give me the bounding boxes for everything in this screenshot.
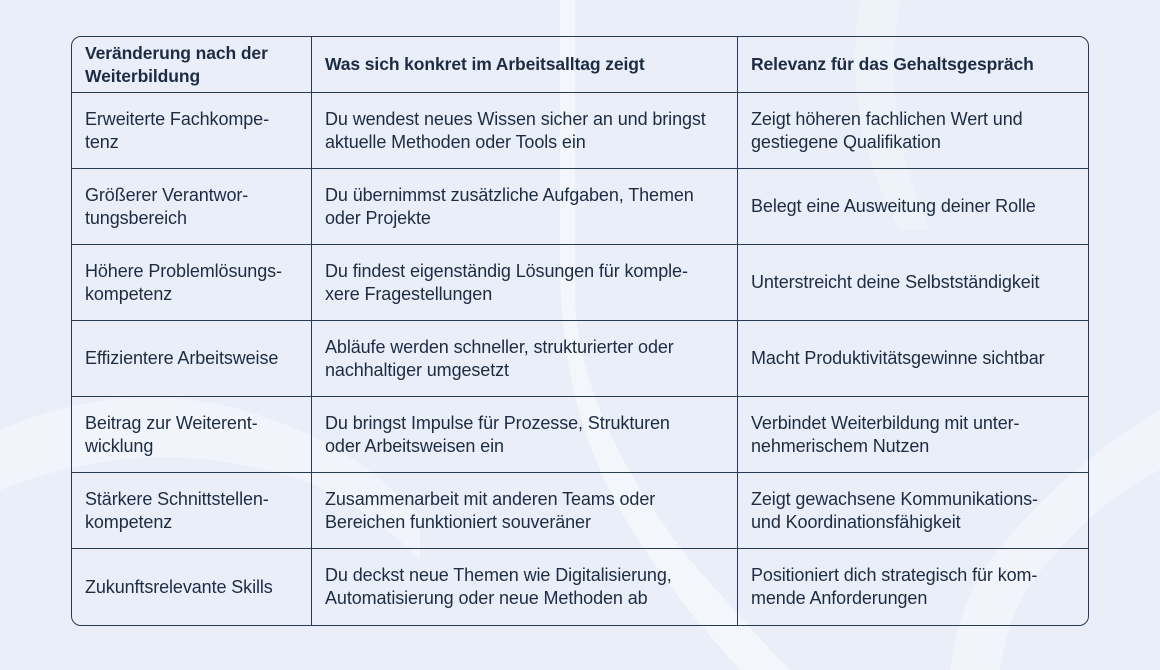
comparison-table (71, 36, 1089, 626)
table-cell-workday: Du übernimmst zusätzliche Aufgaben, Themen oder Projekte (312, 169, 738, 245)
table-cell-workday: Du deckst neue Themen wie Digitalisierung, Automatisierung oder neue Methoden ab (312, 549, 738, 625)
table-cell-relevance: Verbindet Weiterbildung mit unter- nehmerischem Nutzen (738, 397, 1088, 473)
table-cell-workday: Du wendest neues Wissen sicher an und bringst aktuelle Methoden oder Tools ein (312, 93, 738, 169)
header-cell-change: Veränderung nach der Weiterbildung (72, 37, 312, 93)
table-cell-workday: Abläufe werden schneller, strukturierter oder nachhaltiger umgesetzt (312, 321, 738, 397)
table-cell-relevance: Macht Produktivitätsgewinne sichtbar (738, 321, 1088, 397)
table-cell-change: Erweiterte Fachkompe- tenz (72, 93, 312, 169)
table-cell-change: Zukunftsrelevante Skills (72, 549, 312, 625)
table-cell-relevance: Unterstreicht deine Selbstständigkeit (738, 245, 1088, 321)
table-cell-relevance: Belegt eine Ausweitung deiner Rolle (738, 169, 1088, 245)
table-cell-relevance: Zeigt gewachsene Kommunikations- und Koordinationsfähigkeit (738, 473, 1088, 549)
table-cell-change: Stärkere Schnittstellen- kompetenz (72, 473, 312, 549)
table-cell-workday: Zusammenarbeit mit anderen Teams oder Bereichen funktioniert souveräner (312, 473, 738, 549)
table-cell-relevance: Positioniert dich strategisch für kom- mende Anforderungen (751, 565, 1038, 608)
table-grid (72, 37, 1088, 625)
header-cell-relevance: Relevanz für das Gehaltsgespräch (738, 37, 1088, 93)
table-cell-change: Effizientere Arbeitsweise (72, 321, 312, 397)
table-cell-relevance: Zeigt höheren fachlichen Wert und gestiegene Qualifikation (738, 93, 1088, 169)
table-cell-workday: Du findest eigenständig Lösungen für komple- xere Fragestellungen (312, 245, 738, 321)
table-cell-change: Beitrag zur Weiterent- wicklung (72, 397, 312, 473)
table-cell-change: Größerer Verantwor- tungsbereich (72, 169, 312, 245)
table-cell-workday: Du bringst Impulse für Prozesse, Strukturen oder Arbeitsweisen ein (312, 397, 738, 473)
table-cell-change: Höhere Problemlösungs- kompetenz (72, 245, 312, 321)
header-cell-workday: Was sich konkret im Arbeitsalltag zeigt (312, 37, 738, 93)
